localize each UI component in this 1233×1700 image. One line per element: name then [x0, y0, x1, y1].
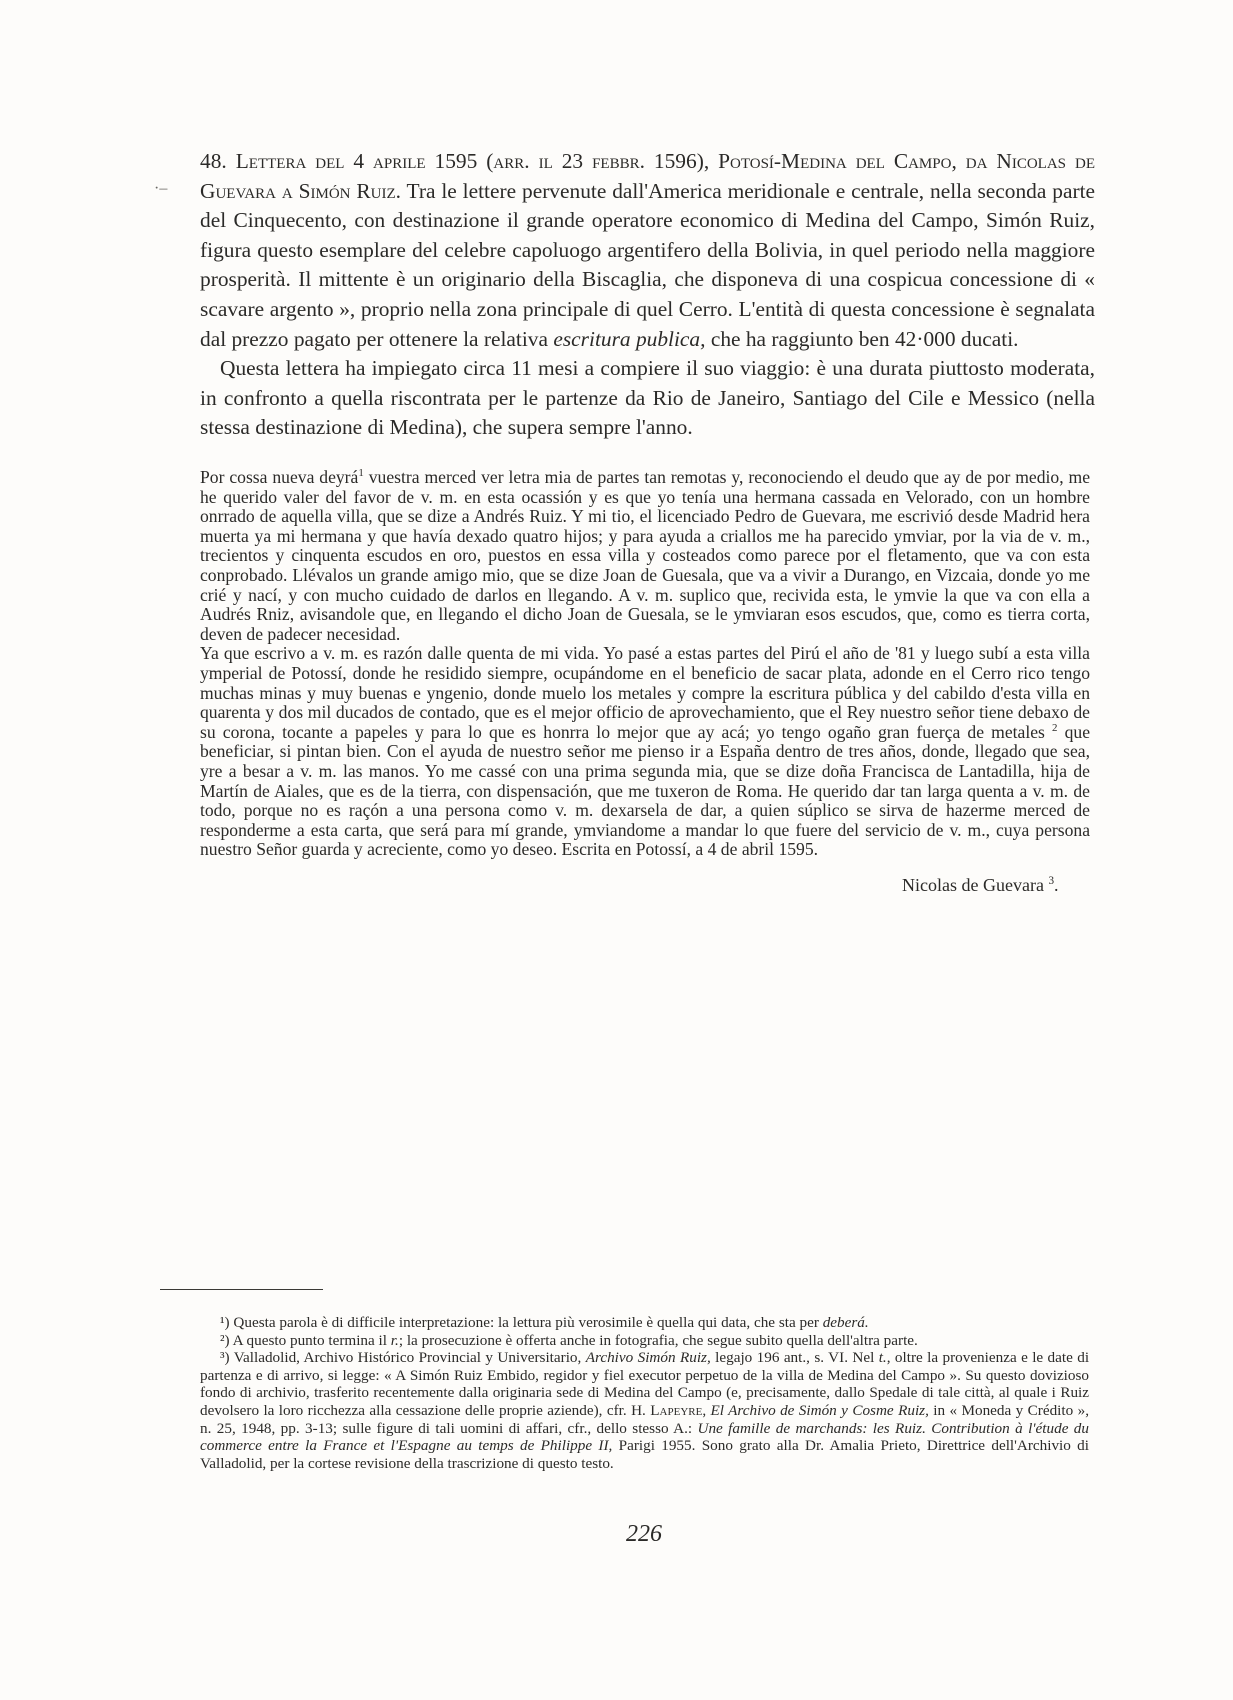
footnote-author: Lapeyre — [650, 1401, 703, 1419]
footnote-text: legajo 196 ant., s. VI. Nel — [715, 1349, 875, 1367]
footnote-text: in « Moneda y Crédito », n. 25, 1948, pp. 3-13; sulle figure di tali uomini di affari, cfr., dello stesso A.: — [200, 1401, 1090, 1437]
signature-name: Nicolas de Guevara — [902, 875, 1044, 895]
footnote-text: A questo punto termina il — [232, 1331, 387, 1349]
intro-paragraph-2: Questa lettera ha impiegato circa 11 mesi a compiere il suo viaggio: è una durata piuttosto moderata, in confronto a quella riscontrata per le partenze da Rio de Janeiro, Santiago del Cile e Messico (nella stessa destinazione di Medina), che supera sempre l'anno. — [200, 356, 1095, 440]
intro-text: Tra le lettere pervenute dall'America meridionale e centrale, nella seconda parte del Cinquecento, con destinazione il grande operatore economico di Medina del Campo, Simón Ruiz, figura questo esemplare del celebre capoluogo argentifero della Bolivia, in quel periodo nella maggiore prosperità. Il mittente è un originario della Biscaglia, che disponeva di una cospicua concessione di « scavare argento », proprio nella zona principale di quel Cerro. L'entità di questa concessione è segnalata dal prezzo pagato per ottenere la relativa — [200, 178, 1096, 351]
footnote-3: ³) Valladolid, Archivo Histórico Provincial y Universitario, Archivo Simón Ruiz, legajo 196 ant., s. VI. Nel t., oltre la provenienza e le date di partenza e di arrivo, si legge: « A Simón Ruiz Embido, regidor y fiel executor perpetuo de la villa de Medina del Campo ». Su questo dovizioso fondo di archivio, trasferito recentemente dalla originaria sede di Medina del Campo (e, precisamente, dallo Spedale di tale città, al quale i Ruiz devolsero la loro ricchezza alla cessazione delle proprie aziende), cfr. H. Lapeyre, El Archivo de Simón y Cosme Ruiz, in « Moneda y Crédito », n. 25, 1948, pp. 3-13; sulle figure di tali uomini di affari, cfr., dello stesso A.: Une famille de marchands: les Ruiz. Contribution à l'étude du commerce entre la France et l'Espagne au temps de Philippe II, Parigi 1955. Sono grato alla Dr. Amalia Prieto, Direttrice dell'Archivio di Valladolid, per la cortese revisione della trascrizione di questo testo. — [200, 1349, 1090, 1472]
footnote-mark: ¹) — [220, 1314, 230, 1331]
footnote-text: Parigi 1955. Sono grato alla Dr. Amalia Prieto, Direttrice dell'Archivio di Valladolid, per la cortese revisione della trascrizione di questo testo. — [200, 1437, 1089, 1472]
letter-paragraph-2 — [200, 644, 1090, 860]
footnotes — [200, 1314, 1089, 1472]
footnote-mark: ³) — [220, 1349, 230, 1367]
signature-end: . — [1054, 875, 1059, 895]
intro-italic-term: escritura publica, — [553, 326, 706, 351]
letter-text: vuestra merced ver letra mia de partes tan remotas y, reconociendo el deudo que ay de por medio, me he querido valer del favor de v. m. en esta ocassión y es que yo tenía una hermana cassada en Velorado, con un hombre onrrado de aquella villa, que se dize a Andrés Ruiz. Y mi tio, el licenciado Pedro de Guevara, me escrivió desde Madrid hera muerta ya mi hermana y que havía dexado quatro hijos; y para ayuda a criallos me ha parecido ymviar, por la via de v. m., trecientos y cinquenta escudos en oro, puestos en essa villa y costeados como parece por el fletamento, que va con esta conprobado. Llévalos un grande amigo mio, que se dize Joan de Guesala, que va a vivir a Durango, en Vizcaia, donde yo me crié y nací, y con mucho cuidado de darlos en llegando. A v. m. suplico que, recivida esta, le ymvie la que va con ella a Audrés Rniz, avisandole que, en llegando el dicho Joan de Guesala, se le ymviaran esos escudos, que, como es tierra corta, deven de padecer necesidad. — [200, 467, 1091, 644]
footnote-2 — [200, 1332, 1089, 1350]
footnote-ref-3: 3 — [1048, 875, 1055, 887]
letter-text: que beneficiar, si pintan bien. Con el ayuda de nuestro señor me pienso ir a España dentro de tres años, donde, llegado que sea, yre a besar a v. m. las manos. Yo me cassé con una prima segunda mia, que se dize doña Francisca de Lantadilla, hija de Martín de Aiales, que es de la tierra, con dispensación, que me tuxeron de Roma. He querido dar tan larga quenta a v. m. de todo, porque no es raçón a una persona como v. m. dexarsela de dar, a quien súplico se sirva de hazerme merced de responderme a esta carta, que será para mí grande, ymviandome a mandar lo que fuere del servicio de v. m., cuya persona nuestro Señor guarda y acreciente, como yo deseo. Escrita en Potossí, a 4 de abril 1595. — [200, 721, 1090, 860]
footnote-italic: r. — [390, 1331, 399, 1349]
footnote-italic: Archivo Simón Ruiz, — [585, 1349, 711, 1367]
letter-text: Ya que escrivo a v. m. es razón dalle quenta de mi vida. Yo pasé a estas partes del Pirú el año de '81 y luego subí a esta villa ymperial de Potossí, donde he residido siempre, ocupándome en el beneficio de sacar plata, adonde en el Cerro rico tengo muchas minas y muy buenas e yngenio, donde muelo los metales y compre la escritura pública y del cabildo d'esta villa en quarenta y dos mil ducados de contado, que es el mejor officio de aprovechamiento, que el Rey nuestro señor tiene debaxo de su corona, tocante a papeles y para lo que es honrra lo mejor que ay acá; yo tengo ogaño gran fuerça de metales — [200, 643, 1090, 742]
footnote-text: , oltre la provenienza e le date di partenza e di arrivo, si legge: « A Simón Ruiz Embido, regidor y fiel executor perpetuo de la villa de Medina del Campo ». Su questo dovizioso fondo di archivio, trasferito recentemente dalla originaria sede di Medina del Campo (e, precisamente, dallo Spedale di tale città, al quale i Ruiz devolsero la loro ricchezza alla cessazione delle proprie aziende), cfr. H. — [200, 1349, 1090, 1419]
footnote-divider — [160, 1289, 323, 1290]
page-number: 226 — [626, 1521, 662, 1547]
footnote-italic: Une famille de marchands: les Ruiz. Contribution à l'étude du commerce entre la France et l'Espagne au temps de Philippe II, — [200, 1419, 1089, 1455]
footnote-text: Questa parola è di difficile interpretazione: la lettura più verosimile è quella qui data, che sta per — [233, 1314, 819, 1331]
footnote-italic: El Archivo de Simón y Cosme Ruiz, — [710, 1401, 929, 1419]
footnote-italic: t. — [878, 1349, 887, 1367]
letter-paragraph-1 — [200, 468, 1090, 644]
margin-mark: ·– — [154, 180, 168, 197]
footnote-text: ; la prosecuzione è offerta anche in fotografia, che segue subito quella dell'altra parte. — [398, 1331, 918, 1349]
signature — [902, 874, 1059, 896]
letter-transcription — [200, 468, 1090, 860]
footnote-ref-1: 1 — [358, 467, 364, 480]
letter-text: Por cossa nueva deyrá — [200, 467, 359, 487]
footnote-ref-2: 2 — [1052, 721, 1058, 734]
intro-section — [200, 147, 1095, 443]
entry-number: 48. — [200, 149, 227, 173]
entry-title: Lettera del 4 aprile 1595 (arr. il 23 febbr. 1596), Potosí-Medina del Campo, da Nicolas de Guevara a Simón Ruiz. — [200, 149, 1095, 203]
intro-paragraph-1 — [200, 147, 1095, 354]
footnote-text: Valladolid, Archivo Histórico Provincial y Universitario, — [233, 1349, 582, 1367]
intro-text-end: che ha raggiunto ben 42·000 ducati. — [710, 326, 1019, 351]
footnote-italic: deberá. — [822, 1314, 869, 1331]
footnote-1 — [200, 1314, 1089, 1332]
footnote-mark: ²) — [220, 1331, 230, 1349]
